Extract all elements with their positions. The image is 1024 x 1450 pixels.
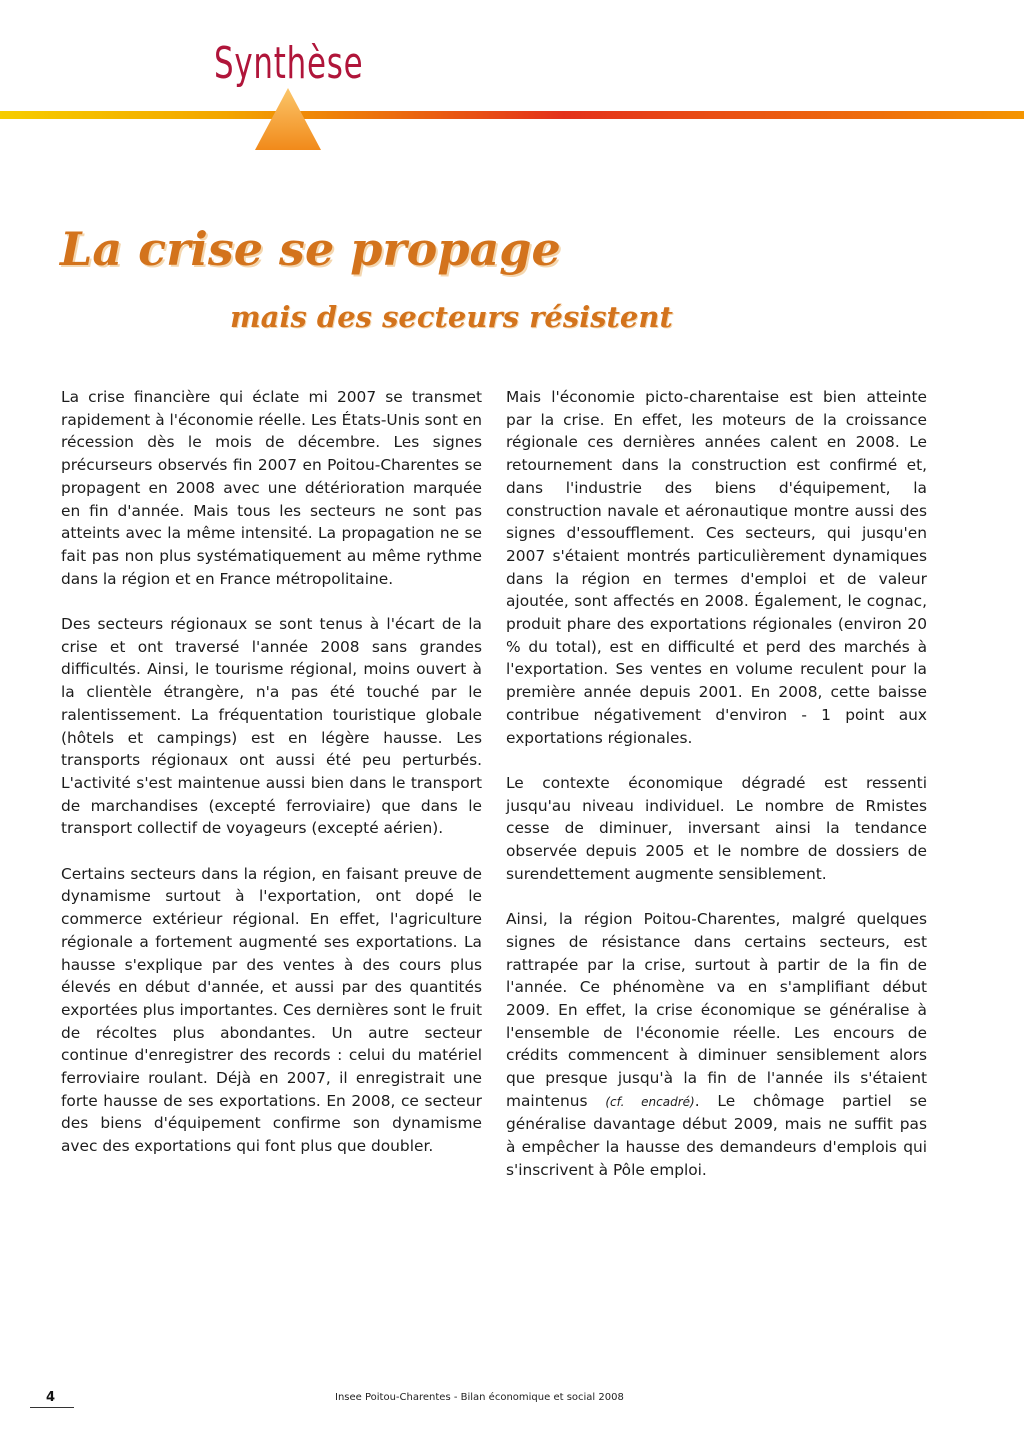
section-label: Synthèse [214, 38, 364, 89]
footer-divider [30, 1407, 74, 1408]
paragraph: La crise financière qui éclate mi 2007 se transmet rapidement à l'économie réelle. Les États-Unis sont en récession dès le mois de décembre. Les signes précurseurs observés fin 2007 en Poitou-Charentes se propagent en 2008 avec une détérioration marquée en fin d'année. Mais tous les secteurs ne sont pas atteints avec la même intensité. La propagation ne se fait pas non plus systématiquement au même rythme dans la région et en France métropolitaine. [61, 388, 482, 588]
reference-note: (cf. encadré) [605, 1094, 695, 1109]
paragraph: Le contexte économique dégradé est ressenti jusqu'au niveau individuel. Le nombre de Rmistes cesse de diminuer, inversant ainsi la tendance observée depuis 2005 et le nombre de dossiers de surendettement augmente sensiblement. [506, 773, 927, 883]
paragraph [506, 908, 927, 1181]
footer-publication: Insee Poitou-Charentes - Bilan économique et social 2008 [335, 1392, 624, 1403]
page-subtitle: mais des secteurs résistent [230, 300, 673, 334]
right-column [506, 386, 927, 1182]
left-column [61, 386, 482, 1158]
page-number: 4 [46, 1390, 56, 1405]
paragraph: Des secteurs régionaux se sont tenus à l'écart de la crise et ont traversé l'année 2008 sans grandes difficultés. Ainsi, le tourisme régional, moins ouvert à la clientèle étrangère, n'a pas été touché par le ralentissement. La fréquentation touristique globale (hôtels et campings) est en légère hausse. Les transports régionaux ont aussi été peu perturbés. L'activité s'est maintenue aussi bien dans le transport de marchandises (excepté ferroviaire) que dans le transport collectif de voyageurs (excepté aérien). [61, 615, 482, 838]
page-title: La crise se propage [60, 222, 561, 276]
paragraph: Certains secteurs dans la région, en faisant preuve de dynamisme surtout à l'exportation, ont dopé le commerce extérieur régional. En effet, l'agriculture régionale a fortement augmenté ses exportations. La hausse s'explique par des ventes à des cours plus élevés en début d'année, et aussi par des quantités exportées plus importantes. Ces dernières sont le fruit de récoltes plus abondantes. Un autre secteur continue d'enregistrer des records : celui du matériel ferroviaire roulant. Déjà en 2007, il enregistrait une forte hausse de ses exportations. En 2008, ce secteur des biens d'équipement confirme son dynamisme avec des exportations qui font plus que doubler. [61, 864, 482, 1156]
paragraph-text: Ainsi, la région Poitou-Charentes, malgré quelques signes de résistance dans certains secteurs, est rattrapée par la crise, surtout à partir de la fin de l'année. Ce phénomène va en s'amplifiant début 2009. En effet, la crise économique se généralise à l'ensemble de l'économie réelle. Les encours de crédits commencent à diminuer sensiblement alors que presque jusqu'à la fin de l'année ils s'étaient maintenus [506, 910, 927, 1110]
paragraph-text: . Le chômage partiel se généralise davantage début 2009, mais ne suffit pas à empêcher la hausse des demandeurs d'emplois qui s'inscrivent à Pôle emploi. [506, 1091, 927, 1179]
orange-triangle-icon [255, 88, 321, 150]
paragraph: Mais l'économie picto-charentaise est bien atteinte par la crise. En effet, les moteurs de la croissance régionale ces dernières années calent en 2008. Le retournement dans la construction est confirmé et, dans l'industrie des biens d'équipement, la construction navale et aéronautique montre aussi des signes d'essoufflement. Ces secteurs, qui jusqu'en 2007 s'étaient montrés particulièrement dynamiques dans la région en termes d'emploi et de valeur ajoutée, sont affectés en 2008. Également, le cognac, produit phare des exportations régionales (environ 20 % du total), est en difficulté et perd des marchés à l'exportation. Ses ventes en volume reculent pour la première année depuis 2001. En 2008, cette baisse contribue négativement d'environ - 1 point aux exportations régionales. [506, 388, 927, 747]
header-gradient-bar [0, 111, 1024, 119]
